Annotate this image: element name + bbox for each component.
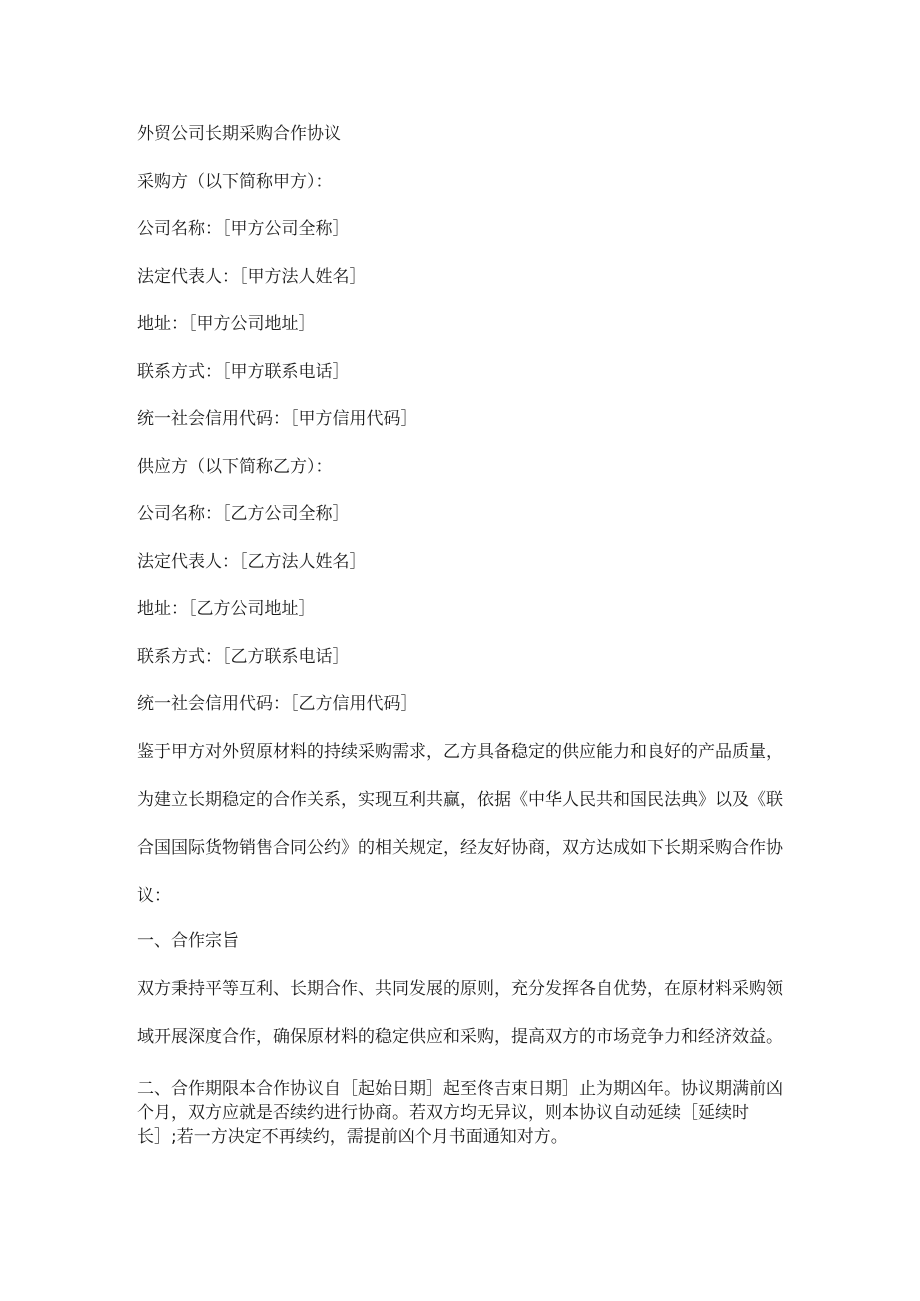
- party-a-legal-rep: 法定代表人：［甲方法人姓名］: [137, 267, 367, 287]
- preamble-line: 议：: [137, 886, 171, 906]
- party-b-address: 地址：［乙方公司地址］: [137, 599, 316, 619]
- section2-paragraph: [137, 1078, 787, 1150]
- section1-heading: 一、合作宗旨: [137, 931, 239, 951]
- preamble-line: 为建立长期稳定的合作关系，实现互利共赢，依据《中华人民共和国民法典》以及《联: [137, 790, 783, 810]
- section1-line: 双方秉持平等互利、长期合作、共同发展的原则，充分发挥各自优势，在原材料采购领: [137, 979, 783, 999]
- party-a-company-name: 公司名称：［甲方公司全称］: [137, 219, 350, 239]
- party-a-contact: 联系方式：［甲方联系电话］: [137, 362, 350, 382]
- party-b-company-name: 公司名称：［乙方公司全称］: [137, 504, 350, 524]
- party-a-credit-code: 统一社会信用代码：［甲方信用代码］: [137, 409, 418, 429]
- party-b-credit-code: 统一社会信用代码：［乙方信用代码］: [137, 694, 418, 714]
- party-a-heading: 采购方（以下简称甲方）：: [137, 172, 333, 192]
- section2-line: 个月，双方应就是否续约进行协商。若双方均无异议，则本协议自动延续［延续时: [137, 1103, 749, 1123]
- section1-paragraph: [137, 978, 787, 1074]
- preamble-line: 鉴于甲方对外贸原材料的持续采购需求，乙方具备稳定的供应能力和良好的产品质量，: [137, 742, 783, 762]
- document-title: 外贸公司长期采购合作协议: [137, 124, 341, 144]
- preamble-line: 合国国际货物销售合同公约》的相关规定，经友好协商，双方达成如下长期采购合作协: [137, 838, 783, 858]
- section2-line: 长］;若一方决定不再续约，需提前凶个月书面通知对方。: [137, 1127, 568, 1147]
- party-b-heading: 供应方（以下简称乙方）：: [137, 457, 333, 477]
- section2-line: 二、合作期限本合作协议自［起始日期］起至佟吉束日期］止为期凶年。协议期满前凶: [137, 1079, 783, 1099]
- section1-line: 域开展深度合作，确保原材料的稳定供应和采购，提高双方的市场竞争力和经济效益。: [137, 1027, 783, 1047]
- party-a-address: 地址：［甲方公司地址］: [137, 314, 316, 334]
- party-b-legal-rep: 法定代表人：［乙方法人姓名］: [137, 552, 367, 572]
- preamble-paragraph: [137, 741, 787, 933]
- party-b-contact: 联系方式：［乙方联系电话］: [137, 647, 350, 667]
